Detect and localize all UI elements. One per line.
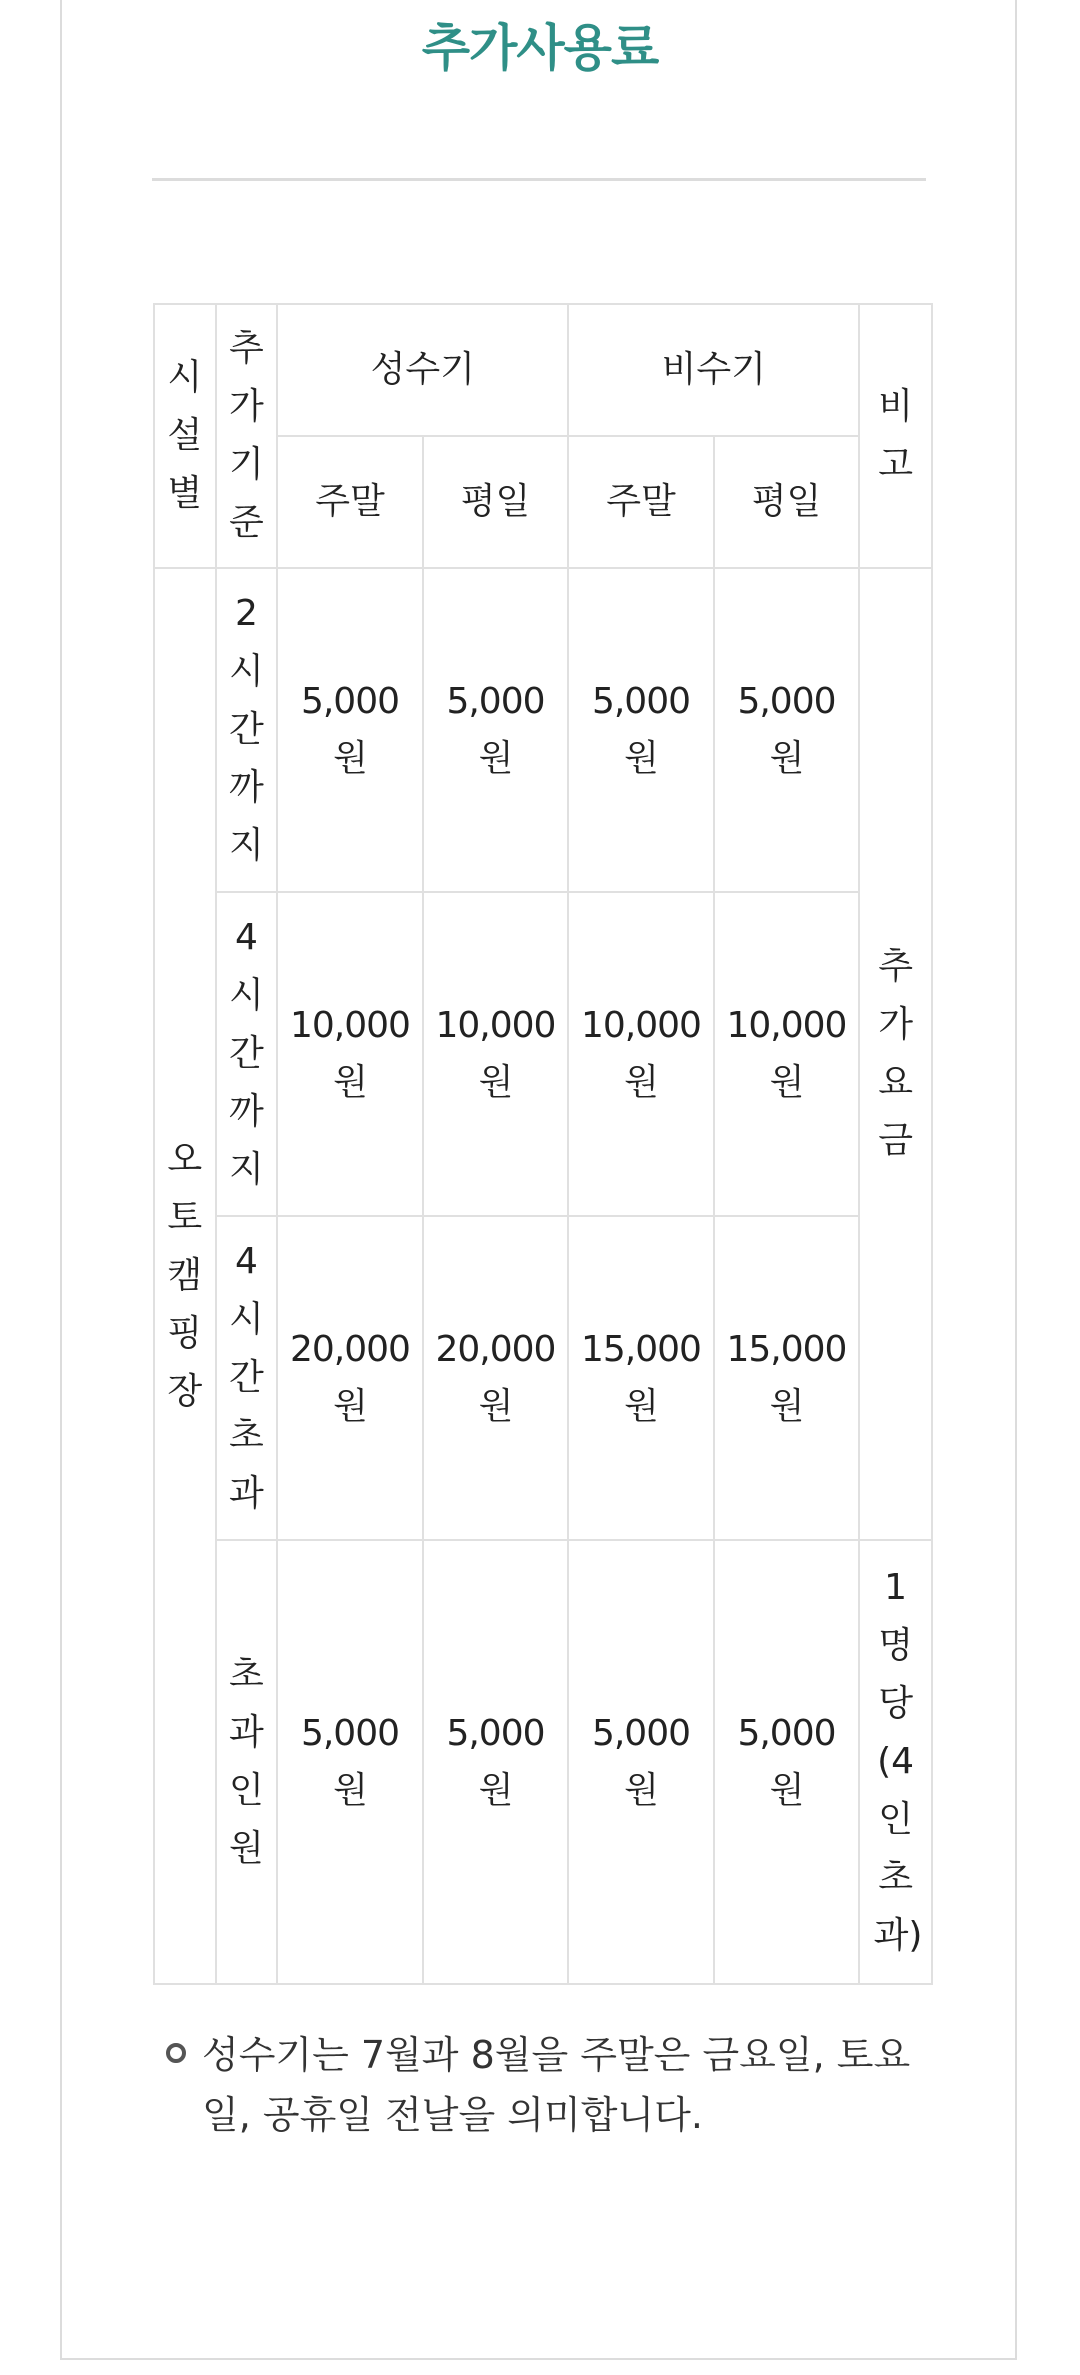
price-cell: 20,000 원: [277, 1216, 422, 1540]
header-remarks: 비고: [859, 304, 932, 568]
header-peak-weekday: 평일: [423, 436, 569, 568]
table-row: [154, 568, 932, 892]
price-cell: 10,000 원: [423, 892, 569, 1216]
fee-table: [153, 303, 933, 1985]
header-peak-weekend: 주말: [277, 436, 422, 568]
price-cell: 15,000 원: [568, 1216, 713, 1540]
header-offpeak: 비수기: [568, 304, 859, 436]
table-row: [154, 892, 932, 1216]
note-text: 성수기는 7월과 8월을 주말은 금요일, 토요일, 공휴일 전날을 의미합니다.: [202, 2033, 911, 2137]
circle-bullet-icon: [166, 2043, 186, 2063]
price-cell: 10,000 원: [568, 892, 713, 1216]
price-cell: 10,000 원: [277, 892, 422, 1216]
price-cell: 5,000 원: [423, 1540, 569, 1984]
page-title: 추가사용료: [421, 19, 659, 77]
header-peak: 성수기: [277, 304, 568, 436]
facility-cell: 오토캠핑장: [154, 568, 216, 1984]
price-cell: 5,000 원: [423, 568, 569, 892]
price-cell: 5,000 원: [714, 1540, 860, 1984]
note: [166, 2025, 946, 2145]
header-row-1: [154, 304, 932, 436]
price-cell: 10,000 원: [714, 892, 860, 1216]
title-divider: [152, 178, 926, 181]
price-cell: 5,000 원: [277, 1540, 422, 1984]
remarks-cell: 추가요금: [859, 568, 932, 1540]
price-cell: 5,000 원: [568, 1540, 713, 1984]
header-offpeak-weekday: 평일: [714, 436, 860, 568]
price-cell: 5,000 원: [568, 568, 713, 892]
price-cell: 15,000 원: [714, 1216, 860, 1540]
header-criteria: 추가기준: [216, 304, 278, 568]
table-row: [154, 1216, 932, 1540]
price-cell: 5,000 원: [277, 568, 422, 892]
price-cell: 5,000 원: [714, 568, 860, 892]
remarks-cell: 1명당(4인초과): [859, 1540, 932, 1984]
criteria-cell: 2시간까지: [216, 568, 278, 892]
table-row: [154, 1540, 932, 1984]
price-cell: 20,000 원: [423, 1216, 569, 1540]
header-facility: 시설별: [154, 304, 216, 568]
header-offpeak-weekend: 주말: [568, 436, 713, 568]
criteria-cell: 초과인원: [216, 1540, 278, 1984]
criteria-cell: 4시간까지: [216, 892, 278, 1216]
criteria-cell: 4시간초과: [216, 1216, 278, 1540]
